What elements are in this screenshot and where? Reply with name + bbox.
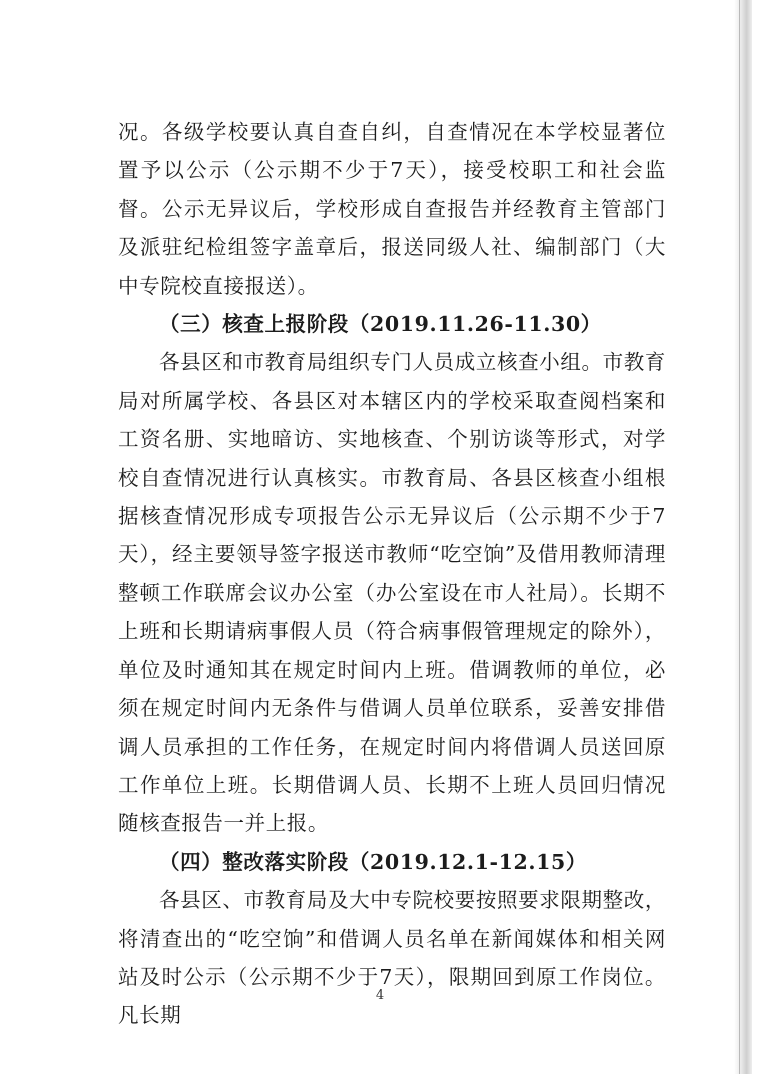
scan-page-edge: [734, 0, 752, 1074]
paragraph-rectification-details: 各县区、市教育局及大中专院校要按照要求限期整改，将清查出的“吃空饷”和借调人员名单在新闻媒体和相关网站及时公示（公示期不少于7天），限期回到原工作岗位。凡长期: [118, 888, 666, 1028]
heading-verification-stage: （三）核查上报阶段（2019.11.26-11.30）: [159, 312, 602, 337]
paragraph-self-check-publicity: 况。各级学校要认真自查自纠，自查情况在本学校显著位置予以公示（公示期不少于7天），接受校职工和社会监督。公示无异议后，学校形成自查报告并经教育主管部门及派驻纪检组签字盖章后，报送同级人社、编制部门（大中专院校直接报送）。: [118, 120, 666, 298]
document-page: [118, 113, 666, 1035]
page-number: 4: [375, 988, 385, 1003]
scan-edge-line: [739, 0, 740, 1074]
paragraph-verification-details: 各县区和市教育局组织专门人员成立核查小组。市教育局对所属学校、各县区对本辖区内的学校采取查阅档案和工资名册、实地暗访、实地核查、个别访谈等形式，对学校自查情况进行认真核实。市教育局、各县区核查小组根据核查情况形成专项报告公示无异议后（公示期不少于7天），经主要领导签字报送市教师“吃空饷”及借用教师清理整顿工作联席会议办公室（办公室设在市人社局）。长期不上班和长期请病事假人员（符合病事假管理规定的除外），单位及时通知其在规定时间内上班。借调教师的单位，必须在规定时间内无条件与借调人员单位联系，妥善安排借调人员承担的工作任务，在规定时间内将借调人员送回原工作单位上班。长期借调人员、长期不上班人员回归情况随核查报告一并上报。: [118, 350, 666, 836]
heading-rectification-stage: （四）整改落实阶段（2019.12.1-12.15）: [159, 849, 587, 874]
